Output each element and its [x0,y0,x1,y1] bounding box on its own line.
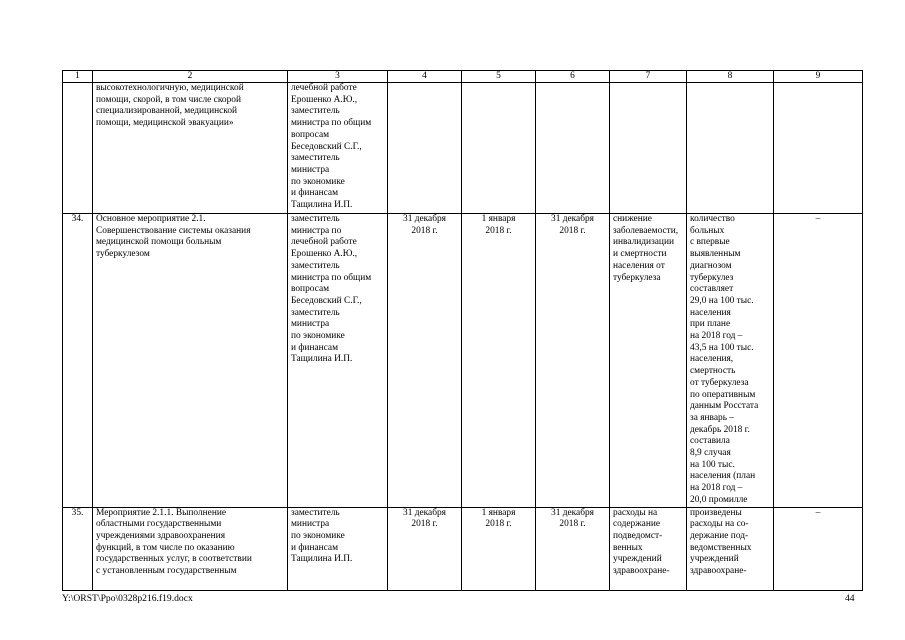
table-row [63,214,863,508]
header-col-6: 6 [536,71,610,83]
expected-result [610,83,687,214]
row-number [63,83,93,214]
actual-result [687,83,774,214]
row-number: 35. [63,507,93,590]
measure-name: высокотехнологичную, медицинской помощи, скорой, в том числе скорой специализированной, медицинской помощи, медицинской эвакуации» [93,83,288,214]
planned-date: 31 декабря 2018 г. [388,507,462,590]
header-col-4: 4 [388,71,462,83]
header-col-1: 1 [63,71,93,83]
header-col-5: 5 [462,71,536,83]
header-col-8: 8 [687,71,774,83]
end-date: 31 декабря 2018 г. [536,214,610,508]
actual-result: количество больных с впервые выявленным диагнозом туберкулез составляет 29,0 на 100 тыс. населения при плане на 2018 год – 43,5 на 100 тыс. населения, смертность от туберкулеза по оперативным данным Росстата за январь – декабрь 2018 г. составила 8,9 случая на 100 тыс. населения (план на 2018 год – 20,0 промилле [687,214,774,508]
expected-result: снижение заболеваемости, инвалидизации и смертности населения от туберкулеза [610,214,687,508]
start-date [462,83,536,214]
table-row [63,507,863,590]
row-number: 34. [63,214,93,508]
header-col-2: 2 [93,71,288,83]
note: – [774,214,863,508]
start-date: 1 января 2018 г. [462,214,536,508]
actual-result: произведены расходы на со- держание под- ведомственных учреждений здравоохране- [687,507,774,590]
responsible-person: заместитель министра по лечебной работе Ерошенко А.Ю., заместитель министра по общим вопросам Беседовский С.Г., заместитель министра по экономике и финансам Тащилина И.П. [288,214,388,508]
header-col-3: 3 [288,71,388,83]
header-row [63,71,863,83]
expected-result: расходы на содержание подведомст- венных учреждений здравоохране- [610,507,687,590]
note: – [774,507,863,590]
header-col-9: 9 [774,71,863,83]
page-number: 44 [845,593,855,604]
note [774,83,863,214]
measure-name: Основное мероприятие 2.1. Совершенствование системы оказания медицинской помощи больным туберкулезом [93,214,288,508]
footer-file-path: Y:\ORST\Ppo\0328p216.f19.docx [62,593,193,604]
measure-name: Мероприятие 2.1.1. Выполнение областными государственными учреждениями здравоохранения функций, в том числе по оказанию государственных услуг, в соответствии с установленным государственным [93,507,288,590]
end-date: 31 декабря 2018 г. [536,507,610,590]
responsible-person: лечебной работе Ерошенко А.Ю., заместитель министра по общим вопросам Беседовский С.Г., заместитель министра по экономике и финансам Тащилина И.П. [288,83,388,214]
planned-date: 31 декабря 2018 г. [388,214,462,508]
header-col-7: 7 [610,71,687,83]
document-table [62,70,863,591]
start-date: 1 января 2018 г. [462,507,536,590]
table-row [63,83,863,214]
responsible-person: заместитель министра по экономике и финансам Тащилина И.П. [288,507,388,590]
planned-date [388,83,462,214]
end-date [536,83,610,214]
